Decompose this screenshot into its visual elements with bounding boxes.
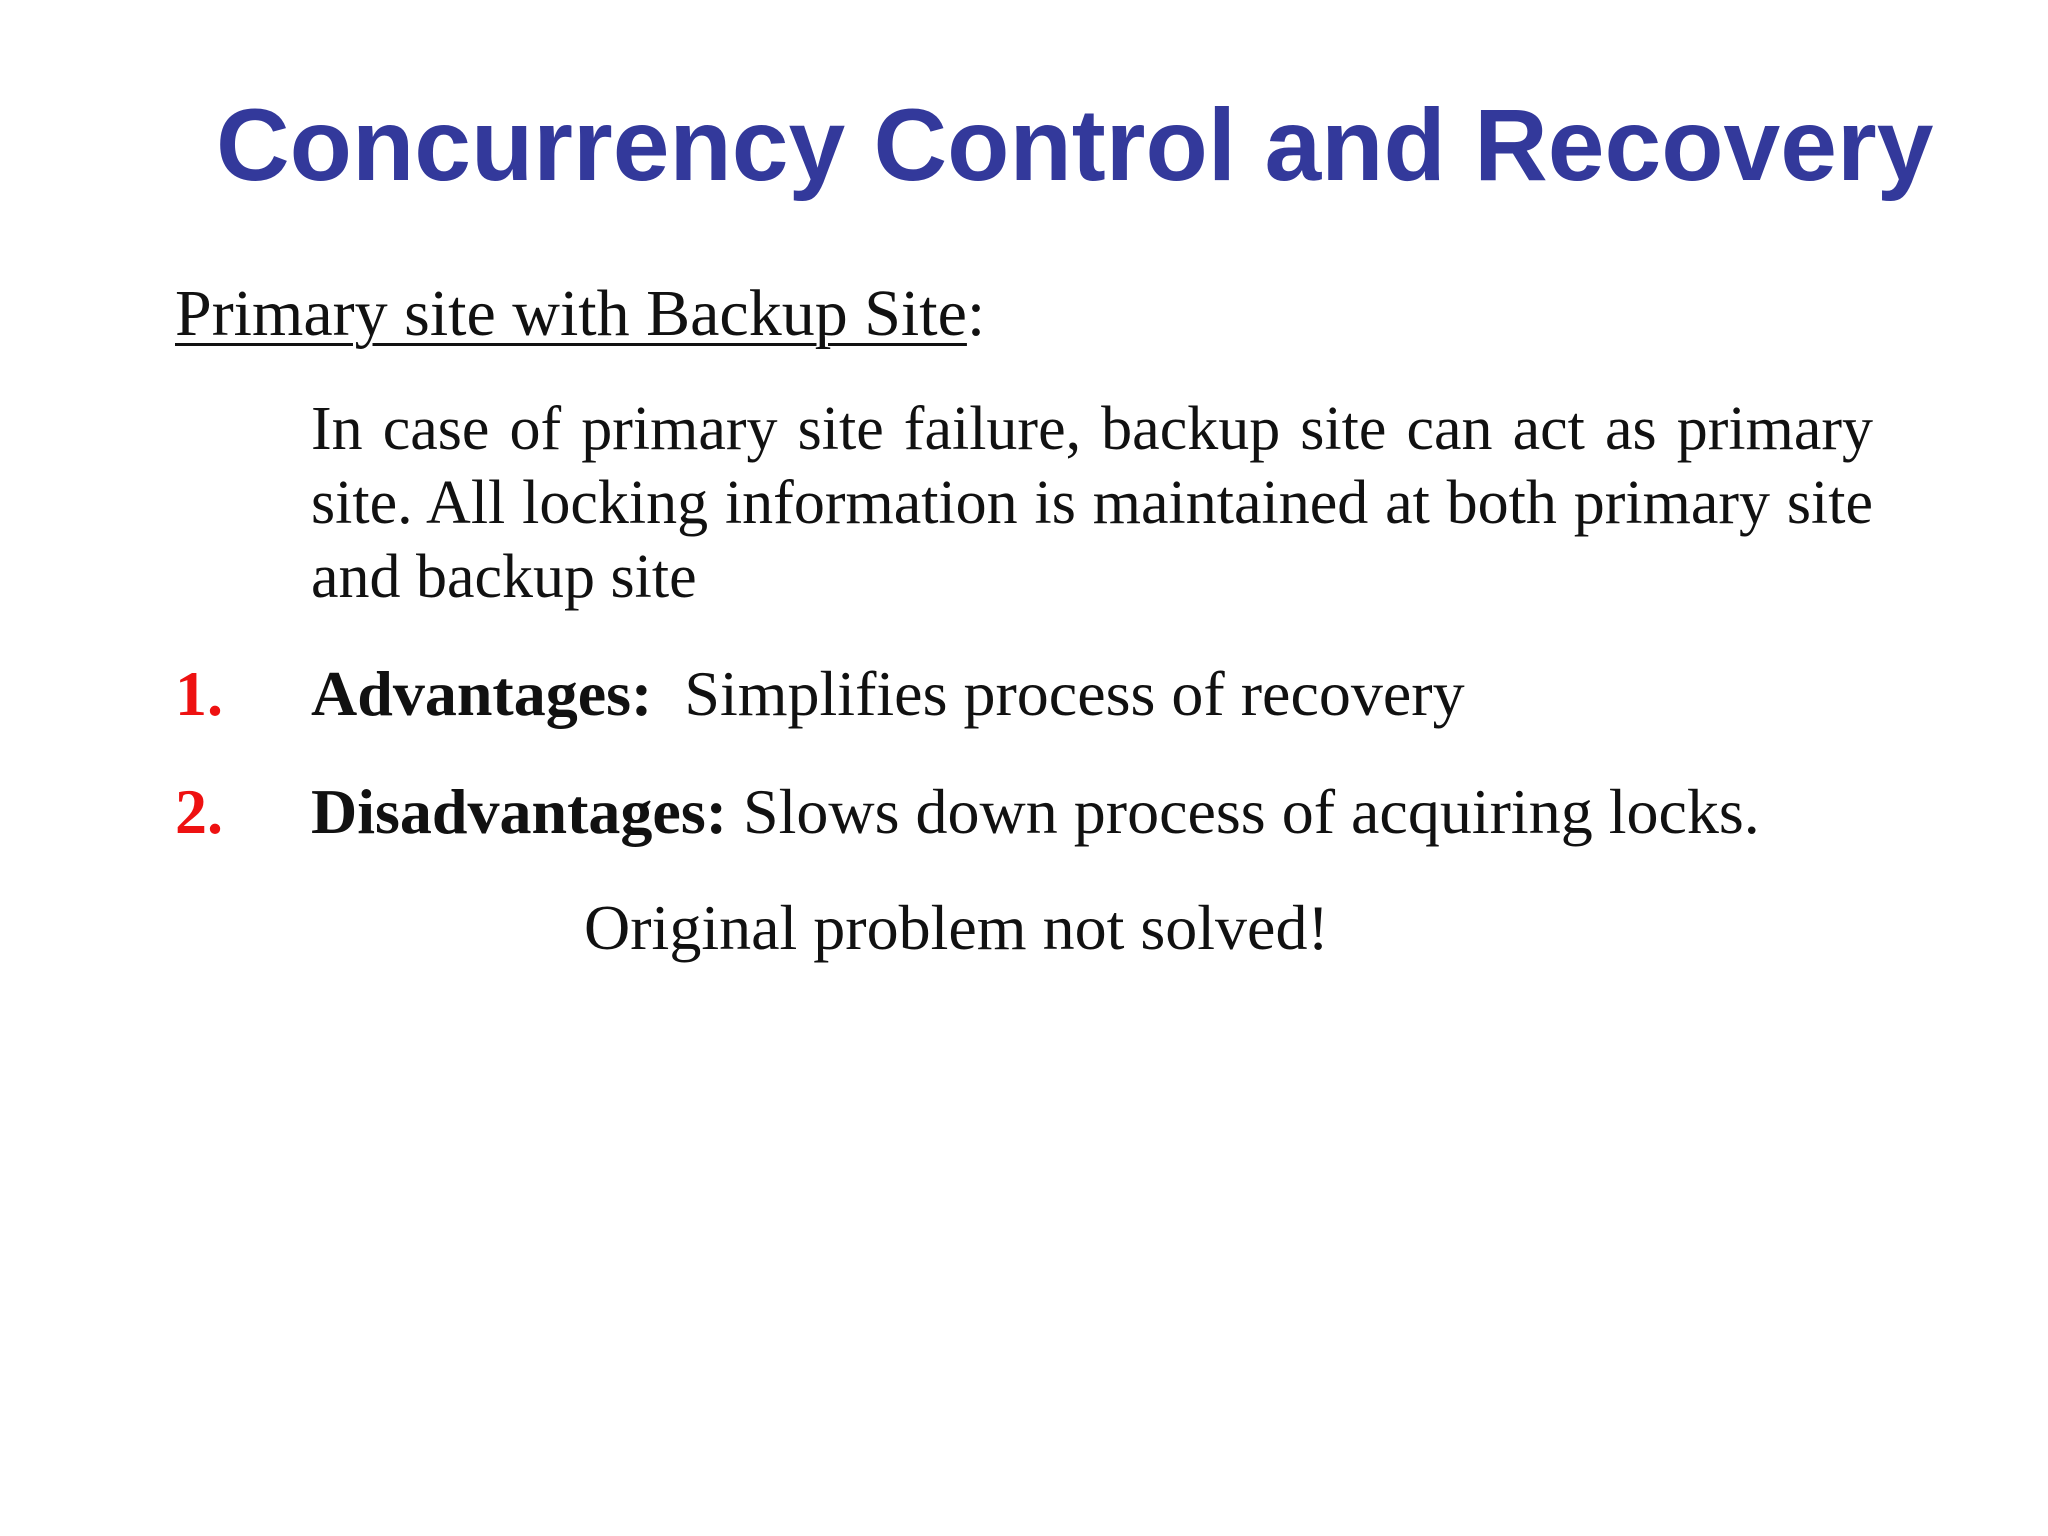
slide-title: Concurrency Control and Recovery bbox=[216, 88, 1934, 202]
list-number-2: 2. bbox=[175, 776, 223, 847]
advantages-text: Simplifies process of recovery bbox=[684, 658, 1465, 729]
section-heading-colon: : bbox=[966, 277, 986, 350]
list-content-advantages bbox=[311, 656, 1465, 732]
description-paragraph: In case of primary site failure, backup site can act as primary site. All locking information is maintained at both primary site and backup site bbox=[311, 395, 1873, 611]
disadvantages-text: Slows down process of acquiring locks. bbox=[743, 776, 1760, 847]
list-number-1: 1. bbox=[175, 658, 223, 729]
section-heading-text: Primary site with Backup Site bbox=[175, 277, 967, 350]
section-heading bbox=[175, 276, 985, 352]
list-content-disadvantages bbox=[311, 774, 1760, 850]
advantages-term: Advantages: bbox=[311, 658, 653, 729]
conclusion-text: Original problem not solved! bbox=[584, 892, 1329, 963]
disadvantages-term: Disadvantages: bbox=[311, 776, 728, 847]
